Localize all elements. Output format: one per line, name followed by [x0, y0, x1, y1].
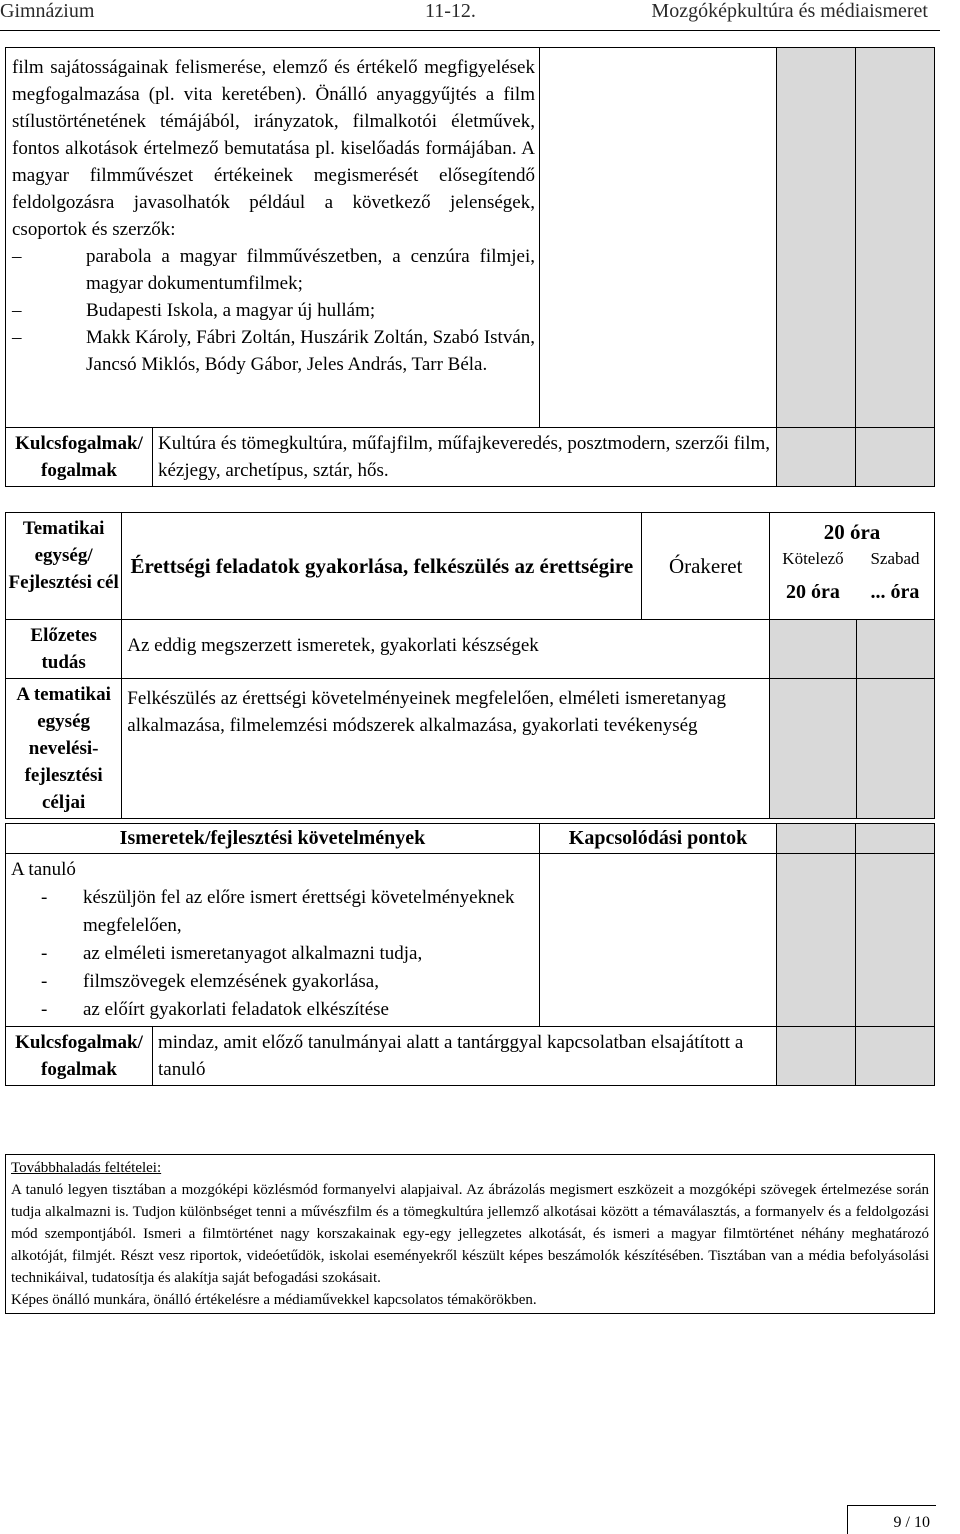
gray-cell [857, 620, 935, 679]
key-concepts-value: Kultúra és tömegkultúra, műfajfilm, műfajkeveredés, posztmodern, szerzői film, kézjegy, archetípus, sztár, hős. [153, 428, 777, 487]
gray-cell [857, 679, 935, 819]
hours-total: 20 óra [823, 520, 881, 544]
gray-cell [769, 679, 856, 819]
free-hours: ... óra [870, 581, 920, 603]
list-item: – Budapesti Iskola, a magyar új hullám; [12, 300, 376, 321]
links-cell [540, 854, 777, 1027]
gray-cell [856, 824, 935, 854]
gray-cell [769, 620, 856, 679]
hours-cell [769, 513, 934, 620]
page-number: 9 / 10 [893, 1514, 930, 1531]
hours-label: Órakeret [642, 513, 770, 620]
gray-cell [777, 48, 856, 428]
goals-value: Felkészülés az érettségi követelményeinek megfelelően, elméleti ismeretanyag alkalmazása, filmelemzési módszerek alkalmazása, gyakorlati tevékenység [122, 679, 770, 819]
gray-cell [777, 1027, 856, 1086]
key-concepts-value: mindaz, amit előző tanulmányai alatt a tantárggyal kapcsolatban elsajátított a tanuló [153, 1027, 777, 1086]
key-concepts-label: Kulcsfogalmak/ fogalmak [6, 428, 153, 487]
content-intro: film sajátosságainak felismerése, elemző és értékelő megfigyelések megfogalmazása (pl. vita keretében). Önálló anyaggyűjtés a film stílustörténetének témájából, irányzatok, filmalkotói életművek, fontos alkotások értelmező bemutatása pl. kiselőadás formájában. A magyar filmművészet értékeinek megismerését elősegítendő feldolgozásra javasolhatók például a következő jelenségek, csoportok és szerzők: [12, 57, 535, 240]
list-item: – Makk Károly, Fábri Zoltán, Huszárik Zoltán, Szabó István, Jancsó Miklós, Bódy Gábor, Jeles András, Tarr Béla. [12, 327, 535, 375]
goals-label: A tematikai egység nevelési-fejlesztési céljai [6, 679, 122, 819]
topic-title: Érettségi feladatok gyakorlása, felkészülés az érettségire [122, 513, 642, 620]
requirements-header: Ismeretek/fejlesztési követelmények [6, 824, 540, 854]
list-item: - az előírt gyakorlati feladatok elkészítése [41, 999, 389, 1020]
gray-cell [856, 428, 935, 487]
gray-cell [856, 48, 935, 428]
header-grade: 11-12. [425, 0, 476, 22]
topic-label: Tematikai egység/ Fejlesztési cél [6, 513, 122, 620]
progression-text: A tanuló legyen tisztában a mozgóképi közlésmód formanyelvi alapjaival. Az ábrázolás megismert eszközeit a mozgóképi szövegek értelmezése során tudja alkalmazni is. Tudjon különbséget tenni a művészfilm és a tömegkultúra jellemző alkotásai között a témaválasztás, a formanyelv és a feldolgozási mód szempontjából. Ismeri a filmtörténet nagy korszakainak egy-egy jellegzetes alkotását, és ismeri a magyar filmtörténet néhány meghatározó alkotóját, filmjét. Részt vesz riportok, videóetűdök, iskolai eseményekről készült képes beszámolók készítésében. Tisztában van a média befolyásolási technikáival, tudatosítja és alakítja saját befogadási szokásait. [11, 1182, 929, 1286]
key-concepts-label: Kulcsfogalmak/ fogalmak [6, 1027, 153, 1086]
content-table-1 [5, 47, 935, 487]
requirements-table [5, 823, 935, 1086]
links-header: Kapcsolódási pontok [540, 824, 777, 854]
progression-cell [6, 1155, 935, 1314]
topic-table [5, 512, 935, 819]
free-label: Szabad [870, 549, 920, 568]
content-cell [6, 48, 540, 428]
student-label: A tanuló [11, 859, 76, 880]
header-rule [0, 30, 940, 31]
gray-cell [856, 854, 935, 1027]
list-item: - az elméleti ismeretanyagot alkalmazni tudja, [41, 943, 423, 964]
content-text [6, 48, 539, 378]
progression-table [5, 1154, 935, 1314]
prior-knowledge-value: Az eddig megszerzett ismeretek, gyakorlati készségek [122, 620, 770, 679]
list-item: – parabola a magyar filmművészetben, a cenzúra filmjei, magyar dokumentumfilmek; [12, 246, 535, 294]
page-header [0, 0, 940, 24]
mandatory-hours: 20 óra [786, 581, 840, 603]
page-number-box [847, 1505, 936, 1534]
gray-cell [777, 854, 856, 1027]
list-item: - készüljön fel az előre ismert érettségi követelményeknek megfelelően, [41, 887, 515, 936]
header-subject: Mozgóképkultúra és médiaismeret [651, 0, 928, 22]
progression-text-2: Képes önálló munkára, önálló értékelésre a médiaművekkel kapcsolatos témakörökben. [11, 1292, 537, 1308]
header-school: Gimnázium [0, 0, 95, 22]
list-item: - filmszövegek elemzésének gyakorlása, [41, 971, 379, 992]
links-cell [540, 48, 777, 428]
mandatory-label: Kötelező [782, 549, 844, 568]
progression-title: Továbbhaladás feltételei: [11, 1160, 162, 1176]
gray-cell [777, 428, 856, 487]
prior-knowledge-label: Előzetes tudás [6, 620, 122, 679]
gray-cell [856, 1027, 935, 1086]
gray-cell [777, 824, 856, 854]
requirements-cell [6, 854, 540, 1027]
